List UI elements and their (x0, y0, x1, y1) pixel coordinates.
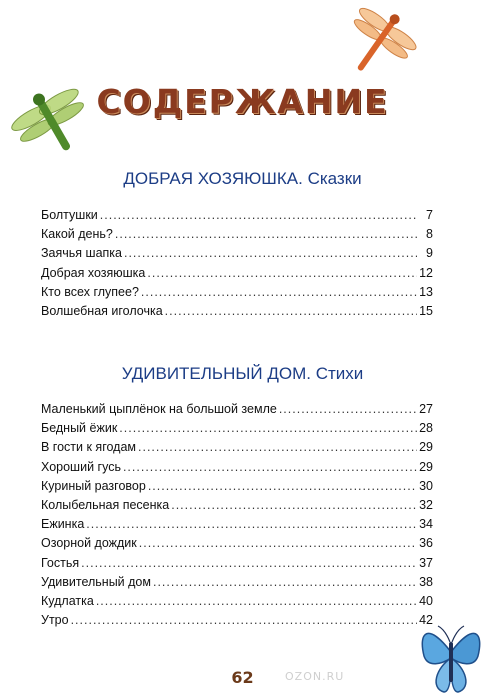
page-title: СОДЕРЖАНИЕ (96, 82, 389, 121)
toc-item-page: 36 (419, 536, 433, 551)
toc-item[interactable] (41, 304, 433, 323)
toc-item-page: 37 (419, 555, 433, 570)
leader-dots (279, 402, 417, 416)
leader-dots (141, 285, 417, 299)
toc-item[interactable] (41, 421, 433, 440)
toc-item[interactable] (41, 556, 433, 575)
watermark: OZON.RU (285, 670, 345, 683)
toc-item[interactable] (41, 575, 433, 594)
toc-item-label: Гостья (41, 555, 80, 570)
leader-dots (71, 613, 417, 627)
leader-dots (138, 440, 417, 454)
toc-item[interactable] (41, 402, 433, 421)
toc-item-page: 28 (419, 421, 433, 436)
toc-item-label: Добрая хозяюшка (41, 265, 146, 280)
toc-list (41, 402, 433, 632)
toc-item-label: Хороший гусь (41, 459, 121, 474)
toc-item-label: Ежинка (41, 517, 85, 532)
toc-item[interactable] (41, 594, 433, 613)
toc-item-label: В гости к ягодам (41, 440, 136, 455)
toc-item-label: Болтушки (41, 208, 98, 222)
toc-item-page: 29 (419, 440, 433, 455)
toc-item-page: 30 (419, 478, 433, 493)
leader-dots (115, 227, 417, 241)
page-number: 62 (231, 668, 254, 687)
toc-item[interactable] (41, 440, 433, 459)
toc-item[interactable] (41, 498, 433, 517)
toc-item-label: Озорной дождик (41, 536, 137, 551)
leader-dots (86, 517, 417, 531)
section-heading-sub: Сказки (307, 169, 362, 188)
toc-item-label: Утро (41, 613, 69, 628)
toc-list (41, 208, 433, 323)
leader-dots (119, 421, 417, 435)
toc-item-label: Маленький цыплёнок на большой земле (41, 402, 277, 416)
toc-item-page: 12 (419, 265, 433, 280)
leader-dots (148, 479, 417, 493)
leader-dots (171, 498, 417, 512)
leader-dots (124, 246, 417, 260)
toc-item-page: 34 (419, 517, 433, 532)
blue-butterfly-icon (418, 612, 484, 700)
leader-dots (147, 266, 417, 280)
toc-item-page: 42 (419, 613, 433, 628)
toc-item-page: 13 (419, 284, 433, 299)
toc-item-page: 27 (419, 402, 433, 416)
toc-item[interactable] (41, 536, 433, 555)
toc-item-page: 7 (426, 208, 433, 222)
toc-item[interactable] (41, 208, 433, 227)
leader-dots (153, 575, 417, 589)
section-heading (0, 169, 485, 189)
toc-item-page: 32 (419, 497, 433, 512)
leader-dots (123, 460, 417, 474)
toc-item-page: 29 (419, 459, 433, 474)
toc-item-label: Волшебная иголочка (41, 303, 163, 318)
toc-item[interactable] (41, 479, 433, 498)
toc-item-page: 40 (419, 593, 433, 608)
leader-dots (139, 536, 417, 550)
toc-item[interactable] (41, 285, 433, 304)
toc-item-page: 9 (426, 246, 433, 261)
toc-item[interactable] (41, 460, 433, 479)
toc-item-label: Бедный ёжик (41, 421, 118, 436)
leader-dots (100, 208, 417, 222)
toc-item-label: Удивительный дом (41, 574, 151, 589)
toc-item[interactable] (41, 613, 433, 632)
toc-item[interactable] (41, 266, 433, 285)
toc-item[interactable] (41, 517, 433, 536)
leader-dots (165, 304, 417, 318)
toc-item-label: Куриный разговор (41, 478, 146, 493)
toc-item[interactable] (41, 227, 433, 246)
toc-item[interactable] (41, 246, 433, 265)
leader-dots (96, 594, 417, 608)
toc-item-page: 15 (419, 303, 433, 318)
toc-item-label: Кто всех глупее? (41, 284, 139, 299)
toc-item-label: Колыбельная песенка (41, 497, 170, 512)
section-heading-sub: Стихи (315, 364, 364, 383)
toc-item-label: Кудлатка (41, 593, 94, 608)
toc-item-label: Заячья шапка (41, 246, 122, 261)
orange-dragonfly-icon (338, 4, 418, 82)
leader-dots (81, 556, 417, 570)
toc-item-page: 8 (426, 227, 433, 242)
section-heading-caps: ДОБРАЯ ХОЗЯЮШКА. (123, 169, 303, 188)
section-heading (0, 364, 485, 384)
toc-item-page: 38 (419, 574, 433, 589)
toc-item-label: Какой день? (41, 227, 113, 242)
section-heading-caps: УДИВИТЕЛЬНЫЙ ДОМ. (121, 364, 311, 383)
